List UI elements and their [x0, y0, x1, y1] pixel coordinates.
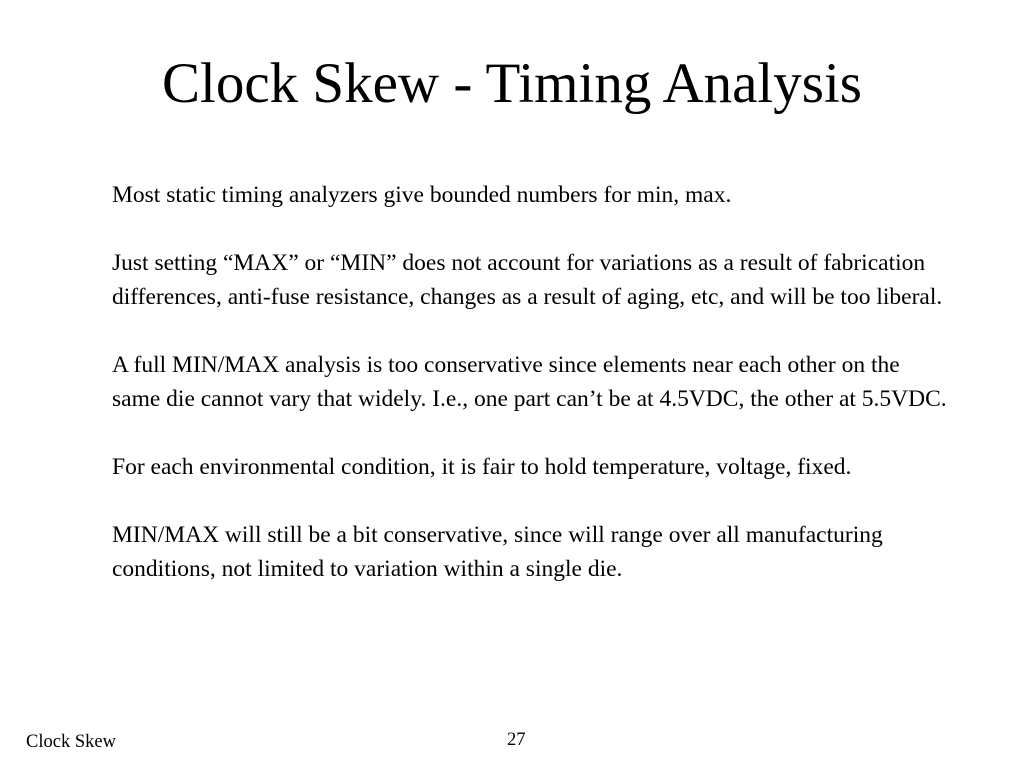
body-paragraph: A full MIN/MAX analysis is too conservative since elements near each other on the same die cannot vary that widely. I.e., one part can’t be at 4.5VDC, the other at 5.5VDC.	[112, 352, 947, 412]
footer-label: Clock Skew	[26, 732, 116, 752]
page-number: 27	[507, 730, 526, 750]
body-paragraph: Just setting “MAX” or “MIN” does not account for variations as a result of fabrication differences, anti-fuse resistance, changes as a result of aging, etc, and will be too liberal.	[112, 250, 943, 310]
slide-body	[112, 178, 952, 620]
body-paragraph: Most static timing analyzers give bounded numbers for min, max.	[112, 182, 732, 208]
slide-title: Clock Skew - Timing Analysis	[162, 52, 862, 115]
body-paragraph: For each environmental condition, it is fair to hold temperature, voltage, fixed.	[112, 454, 852, 480]
body-paragraph: MIN/MAX will still be a bit conservative, since will range over all manufacturing conditions, not limited to variation within a single die.	[112, 522, 883, 582]
